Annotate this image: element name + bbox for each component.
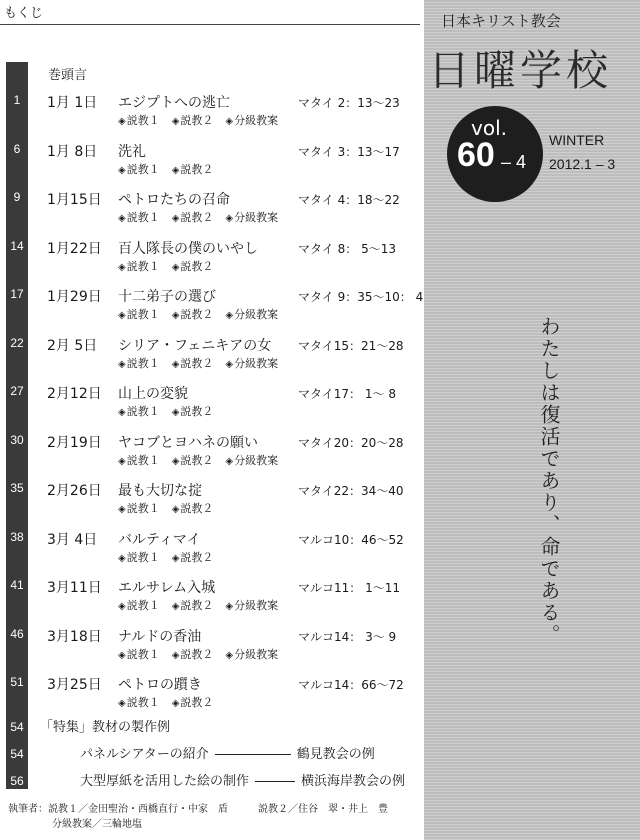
materials: [118, 549, 213, 565]
entry-date: 1月22日: [47, 241, 102, 257]
toc-entry: [0, 286, 424, 334]
dash-line: [255, 781, 295, 782]
magazine-title: 日曜学校: [428, 46, 613, 95]
material-lesson-plan: ◈ 分級教案: [225, 452, 278, 468]
materials: [118, 694, 213, 710]
dash-line: [215, 754, 291, 755]
scripture-ref: マタイ 9：35〜10： 4: [298, 290, 424, 304]
header-bar: [0, 0, 420, 25]
material-sermon1: ◈ 説教１: [118, 549, 160, 565]
entry-title: ペトロたちの召命: [118, 192, 230, 208]
entry-title: エジプトへの逃亡: [118, 95, 230, 111]
material-sermon1: ◈ 説教１: [118, 500, 160, 516]
page-number: 41: [10, 578, 24, 592]
scripture-ref: マタイ 3：13〜17: [298, 145, 400, 159]
page-number: 9: [13, 190, 21, 204]
material-sermon1: ◈ 説教１: [118, 161, 160, 177]
page-number: 38: [10, 530, 24, 544]
material-sermon2: ◈ 説教２: [172, 258, 214, 274]
material-sermon2: ◈ 説教２: [172, 549, 214, 565]
page-number: 46: [10, 627, 24, 641]
materials: [118, 597, 278, 613]
entry-date: 3月18日: [47, 629, 102, 645]
special-item-church: 鶴見教会の例: [296, 747, 375, 762]
scripture-ref: マルコ14： 3〜 9: [298, 630, 397, 644]
toc-label: もくじ: [4, 6, 44, 21]
entry-date: 2月26日: [47, 483, 102, 499]
toc-entry: [0, 189, 420, 237]
page-number: 54: [10, 720, 24, 734]
material-sermon2: ◈ 説教２: [172, 306, 214, 322]
page-number: 56: [10, 774, 24, 788]
toc-entry: [0, 92, 420, 140]
entry-date: 3月25日: [47, 677, 102, 693]
page-number: 35: [10, 481, 24, 495]
scripture-ref: マタイ 2：13〜23: [298, 96, 400, 110]
page-number: 14: [10, 239, 24, 253]
intro-label: 巻頭言: [48, 68, 88, 83]
materials: [118, 161, 213, 177]
material-sermon1: ◈ 説教１: [118, 209, 160, 225]
scripture-ref: マタイ 8： 5〜13: [298, 242, 396, 256]
entry-title: エルサレム入城: [118, 580, 216, 596]
material-sermon1: ◈ 説教１: [118, 694, 160, 710]
vol-issue: – 4: [501, 152, 527, 172]
scripture-ref: マルコ10：46〜52: [298, 533, 404, 547]
scripture-ref: マルコ11： 1〜11: [298, 581, 400, 595]
entry-date: 2月19日: [47, 435, 102, 451]
page-number: 17: [10, 287, 24, 301]
entry-date: 3月 4日: [47, 532, 98, 548]
material-lesson-plan: ◈ 分級教案: [225, 355, 278, 371]
page-number: 54: [10, 747, 24, 761]
material-lesson-plan: ◈ 分級教案: [225, 306, 278, 322]
material-sermon2: ◈ 説教２: [172, 112, 214, 128]
materials: [118, 646, 278, 662]
scripture-ref: マタイ17： 1〜 8: [298, 387, 396, 401]
material-lesson-plan: ◈ 分級教案: [225, 646, 278, 662]
page-number: 6: [13, 142, 21, 156]
toc-entry: [0, 626, 420, 674]
volume-badge: [447, 106, 543, 202]
toc-entry: [0, 383, 420, 431]
material-sermon1: ◈ 説教１: [118, 646, 160, 662]
page-number: 22: [10, 336, 24, 350]
entry-date: 1月 8日: [47, 144, 98, 160]
special-item-title: 大型厚紙を活用した絵の制作: [80, 774, 250, 789]
season: WINTER: [549, 132, 605, 148]
material-sermon2: ◈ 説教２: [172, 209, 214, 225]
special-item: [80, 770, 405, 789]
material-lesson-plan: ◈ 分級教案: [225, 597, 278, 613]
toc-entry: [0, 480, 420, 528]
entry-title: ヤコブとヨハネの願い: [118, 435, 258, 451]
material-sermon1: ◈ 説教１: [118, 258, 160, 274]
materials: [118, 500, 213, 516]
scripture-ref: マタイ20：20〜28: [298, 436, 404, 450]
material-sermon2: ◈ 説教２: [172, 694, 214, 710]
credits-line: 分級教案／三輪地塩: [52, 819, 142, 830]
materials: [118, 306, 278, 322]
materials: [118, 355, 278, 371]
special-item-title: パネルシアターの紹介: [80, 747, 209, 762]
material-sermon2: ◈ 説教２: [172, 403, 214, 419]
materials: [118, 403, 213, 419]
entry-date: 2月12日: [47, 386, 102, 402]
entry-title: 十二弟子の選び: [118, 289, 216, 305]
material-lesson-plan: ◈ 分級教案: [225, 209, 278, 225]
toc-entry: [0, 674, 420, 722]
material-sermon2: ◈ 説教２: [172, 355, 214, 371]
entry-title: 洗礼: [118, 144, 146, 160]
entry-title: シリア・フェニキアの女: [118, 338, 272, 354]
special-heading: 「特集」教材の製作例: [40, 720, 171, 735]
entry-title: 山上の変貌: [118, 386, 188, 402]
material-lesson-plan: ◈ 分級教案: [225, 112, 278, 128]
material-sermon2: ◈ 説教２: [172, 646, 214, 662]
special-item: [80, 743, 375, 762]
material-sermon2: ◈ 説教２: [172, 161, 214, 177]
entry-title: 最も大切な掟: [118, 483, 202, 499]
material-sermon1: ◈ 説教１: [118, 403, 160, 419]
scripture-ref: マタイ15：21〜28: [298, 339, 404, 353]
material-sermon1: ◈ 説教１: [118, 597, 160, 613]
special-item-church: 横浜海岸教会の例: [301, 774, 406, 789]
scripture-ref: マルコ14：66〜72: [298, 678, 404, 692]
scripture-ref: マタイ22：34〜40: [298, 484, 404, 498]
entry-date: 1月29日: [47, 289, 102, 305]
material-sermon2: ◈ 説教２: [172, 500, 214, 516]
entry-title: ナルドの香油: [118, 629, 202, 645]
entry-date: 1月15日: [47, 192, 102, 208]
credits-line: 執筆者：説教１／金田聖治・西橋直行・中家 盾 説教２／住谷 翠・井上 豊: [8, 804, 388, 815]
period: 2012.1 – 3: [549, 156, 616, 172]
material-sermon1: ◈ 説教１: [118, 452, 160, 468]
materials: [118, 258, 213, 274]
material-sermon1: ◈ 説教１: [118, 355, 160, 371]
publisher: 日本キリスト教会: [441, 12, 561, 30]
toc-entry: [0, 335, 420, 383]
entry-date: 2月 5日: [47, 338, 98, 354]
scripture-ref: マタイ 4：18〜22: [298, 193, 400, 207]
material-sermon2: ◈ 説教２: [172, 452, 214, 468]
credits: [8, 802, 388, 832]
entry-date: 3月11日: [47, 580, 102, 596]
material-sermon1: ◈ 説教１: [118, 112, 160, 128]
motto: わたしは復活であり、命である。: [537, 316, 561, 646]
toc-entry: [0, 529, 420, 577]
materials: [118, 112, 278, 128]
toc-entry: [0, 577, 420, 625]
entry-title: バルティマイ: [118, 532, 201, 548]
vol-number: 60: [457, 136, 495, 174]
page-number: 27: [10, 384, 24, 398]
page-number: 51: [10, 675, 24, 689]
entry-title: 百人隊長の僕のいやし: [118, 241, 258, 257]
page-number: 30: [10, 433, 24, 447]
materials: [118, 209, 278, 225]
material-sermon1: ◈ 説教１: [118, 306, 160, 322]
materials: [118, 452, 278, 468]
vol-label: vol.: [471, 116, 507, 140]
toc-entry: [0, 141, 420, 189]
toc-entry: [0, 432, 420, 480]
page-number: 1: [13, 93, 21, 107]
entry-title: ペトロの躓き: [118, 677, 202, 693]
material-sermon2: ◈ 説教２: [172, 597, 214, 613]
entry-date: 1月 1日: [47, 95, 98, 111]
toc-entry: [0, 238, 420, 286]
